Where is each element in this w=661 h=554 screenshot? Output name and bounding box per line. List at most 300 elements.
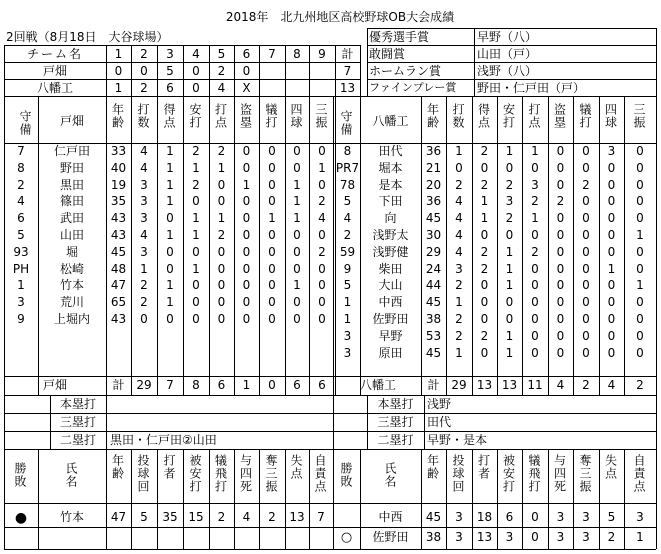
pitching-header: 打者 xyxy=(476,454,491,480)
hit-type-label: 三塁打 xyxy=(377,415,414,429)
inning-score: 2 xyxy=(217,64,226,78)
inning-score: 5 xyxy=(166,64,174,78)
player-stat: 0 xyxy=(582,160,590,175)
pitcher-result: ○ xyxy=(340,530,353,545)
player-stat: 30 xyxy=(425,228,442,242)
player-stat: 3 xyxy=(140,194,148,209)
grid-line xyxy=(4,413,656,414)
player-position: 7 xyxy=(17,144,25,158)
player-stat: 1 xyxy=(455,295,463,310)
player-name: 山田 xyxy=(59,228,84,242)
player-name: 是本 xyxy=(378,177,403,192)
player-stat: 45 xyxy=(425,295,442,310)
pitcher-stat: 13 xyxy=(289,510,305,524)
player-stat: 0 xyxy=(505,312,514,326)
player-stat: 0 xyxy=(636,244,644,259)
player-name: 堀 xyxy=(65,244,78,259)
player-stat: 0 xyxy=(582,295,590,310)
player-position: 6 xyxy=(17,211,25,226)
team-total: 29 xyxy=(136,378,152,392)
player-stat: 0 xyxy=(607,345,616,360)
player-stat: 2 xyxy=(217,144,226,158)
player-stat: 0 xyxy=(607,295,616,310)
player-stat: 0 xyxy=(531,345,539,360)
player-name: 早野 xyxy=(378,328,403,343)
inning-score: X xyxy=(242,81,251,95)
grid-line xyxy=(4,395,656,396)
batting-header: 打点 xyxy=(213,103,228,129)
batting-header: 盗塁 xyxy=(552,103,567,129)
player-position: 78 xyxy=(339,177,356,192)
player-stat: 0 xyxy=(242,244,251,259)
player-stat: 1 xyxy=(293,177,301,192)
player-stat: 0 xyxy=(480,345,489,360)
player-stat: 0 xyxy=(217,244,226,259)
pitching-header: 奪三振 xyxy=(264,454,278,493)
player-stat: 2 xyxy=(140,295,148,310)
player-stat: 2 xyxy=(480,244,489,259)
totals-team-name: 戸畑 xyxy=(42,378,67,392)
inning-score: 0 xyxy=(192,64,200,78)
grid-line xyxy=(183,449,184,549)
inning-score: 0 xyxy=(140,64,148,78)
player-stat: 40 xyxy=(110,160,127,175)
player-stat: 0 xyxy=(293,144,301,158)
player-stat: 1 xyxy=(480,211,489,226)
player-stat: 0 xyxy=(505,295,514,310)
player-name: 向 xyxy=(384,211,397,226)
grid-line xyxy=(360,45,361,96)
player-stat: 0 xyxy=(636,144,644,158)
team-total: 7 xyxy=(166,378,174,392)
player-stat: 0 xyxy=(268,177,276,192)
player-stat: 65 xyxy=(110,295,127,310)
pitcher-stat: 0 xyxy=(531,510,539,524)
pitching-header: 年齢 xyxy=(425,454,440,480)
player-stat: 0 xyxy=(242,160,251,175)
player-stat: 1 xyxy=(636,228,644,242)
player-stat: 1 xyxy=(192,261,200,276)
hit-players: 浅野 xyxy=(427,397,452,411)
player-stat: 0 xyxy=(636,328,644,343)
grid-line xyxy=(4,395,5,449)
inning-score: 0 xyxy=(192,81,200,95)
player-stat: 0 xyxy=(166,211,174,226)
batting-header: 盗塁 xyxy=(238,103,253,129)
player-position: 93 xyxy=(13,244,29,259)
pitching-header: 被安打 xyxy=(501,454,516,493)
player-name: 下田 xyxy=(378,194,403,209)
grid-line xyxy=(209,449,210,549)
pitching-header: 失点 xyxy=(289,454,303,480)
linescore-total-header: 計 xyxy=(341,47,354,61)
player-stat: 2 xyxy=(480,144,489,158)
player-stat: 0 xyxy=(480,295,489,310)
player-stat: 0 xyxy=(636,160,644,175)
player-stat: 0 xyxy=(318,228,326,242)
player-stat: 0 xyxy=(582,244,590,259)
hit-players: 早野・是本 xyxy=(427,433,488,447)
player-stat: 0 xyxy=(268,244,276,259)
hit-players xyxy=(110,398,330,411)
award-value: 野田・仁戸田（戸） xyxy=(477,81,586,95)
player-stat: 0 xyxy=(607,328,616,343)
pitcher-stat: 3 xyxy=(582,530,590,544)
team-total: 0 xyxy=(268,378,276,392)
hit-type-label: 二塁打 xyxy=(59,433,96,447)
player-position: 2 xyxy=(343,228,352,242)
grid-line xyxy=(234,449,235,549)
player-stat: 3 xyxy=(607,144,616,158)
player-position: 4 xyxy=(17,194,25,209)
pitcher-stat: 15 xyxy=(188,510,204,524)
player-name: 浅野太 xyxy=(372,228,409,242)
pitcher-stat: 3 xyxy=(455,530,463,544)
player-stat: 2 xyxy=(318,244,326,259)
player-stat: 36 xyxy=(425,144,442,158)
player-stat: 0 xyxy=(242,194,251,209)
player-stat: 0 xyxy=(217,278,226,293)
player-stat: 0 xyxy=(582,278,590,293)
player-stat: 0 xyxy=(582,312,590,326)
player-stat: 0 xyxy=(293,261,301,276)
grid-line xyxy=(106,449,107,549)
player-stat: 2 xyxy=(531,194,539,209)
player-stat: 0 xyxy=(556,261,565,276)
player-stat: 0 xyxy=(242,261,251,276)
player-stat: 48 xyxy=(110,261,127,276)
player-name: 上堀内 xyxy=(53,312,90,326)
player-position: PH xyxy=(12,261,30,276)
pitcher-name: 竹本 xyxy=(59,510,84,524)
player-stat: 1 xyxy=(607,261,616,276)
pitcher-stat: 5 xyxy=(140,510,148,524)
player-position: 5 xyxy=(343,194,352,209)
player-stat: 0 xyxy=(531,228,539,242)
player-stat: 1 xyxy=(455,144,463,158)
player-name: 大山 xyxy=(378,278,403,293)
player-stat: 0 xyxy=(192,295,200,310)
pitching-header: 年齢 xyxy=(110,454,125,480)
player-stat: 0 xyxy=(293,160,301,175)
player-stat: 0 xyxy=(636,345,644,360)
hit-type-label: 三塁打 xyxy=(59,415,96,429)
pitcher-stat: 3 xyxy=(582,510,590,524)
player-position: 4 xyxy=(343,211,352,226)
player-stat: 0 xyxy=(480,278,489,293)
player-stat: 0 xyxy=(242,228,251,242)
player-position: 3 xyxy=(343,328,352,343)
player-name: 野田 xyxy=(59,160,84,175)
player-stat: 1 xyxy=(166,278,174,293)
inning-score xyxy=(309,82,335,95)
player-stat: 2 xyxy=(505,177,514,192)
player-name: 松崎 xyxy=(59,261,84,276)
pitcher-stat: 2 xyxy=(268,510,276,524)
player-position: 3 xyxy=(343,345,352,360)
player-stat: 1 xyxy=(531,211,539,226)
player-stat: 0 xyxy=(192,194,200,209)
player-stat: 2 xyxy=(140,278,148,293)
player-stat: 0 xyxy=(318,144,326,158)
player-position: 3 xyxy=(17,295,25,310)
player-position: 2 xyxy=(17,177,25,192)
player-position: PR7 xyxy=(335,160,360,175)
team-total: 8 xyxy=(192,378,200,392)
inning-score xyxy=(259,65,285,78)
linescore-team-name: 八幡工 xyxy=(36,81,73,95)
batting-header: 打数 xyxy=(451,103,465,129)
pitcher-name: 佐野田 xyxy=(372,530,409,544)
player-name: 原田 xyxy=(378,345,403,360)
player-stat: 0 xyxy=(217,194,226,209)
player-stat: 43 xyxy=(110,312,127,326)
grid-line xyxy=(309,449,310,549)
player-stat: 0 xyxy=(268,144,276,158)
player-stat: 1 xyxy=(480,194,489,209)
player-stat: 2 xyxy=(455,328,463,343)
batting-header: 打数 xyxy=(136,103,150,129)
grid-line xyxy=(367,45,656,46)
batting-header: 犠打 xyxy=(578,103,592,129)
batting-header: 三振 xyxy=(632,103,646,129)
player-stat: 0 xyxy=(607,194,616,209)
player-stat: 0 xyxy=(480,228,489,242)
pitcher-stat: 18 xyxy=(476,510,493,524)
team-header: 八幡工 xyxy=(372,114,409,128)
pitching-header: 被安打 xyxy=(188,454,202,493)
batting-header: 年齢 xyxy=(425,103,440,129)
player-stat: 0 xyxy=(293,295,301,310)
linescore-team-name: 戸畑 xyxy=(42,64,67,78)
inning-header: 8 xyxy=(293,47,301,61)
award-value: 浅野（八） xyxy=(477,64,538,78)
player-stat: 0 xyxy=(318,295,326,310)
totals-label: 計 xyxy=(112,378,125,392)
player-stat: 0 xyxy=(582,194,590,209)
grid-line xyxy=(4,549,656,550)
player-stat: 1 xyxy=(505,244,514,259)
player-position: 8 xyxy=(17,160,25,175)
pitcher-stat: 3 xyxy=(556,530,565,544)
player-stat: 0 xyxy=(582,261,590,276)
player-stat: 2 xyxy=(192,144,200,158)
player-stat: 33 xyxy=(110,144,127,158)
pitching-header: 自責点 xyxy=(632,454,646,493)
player-stat: 0 xyxy=(268,160,276,175)
player-stat: 0 xyxy=(556,177,565,192)
grid-line xyxy=(4,527,656,528)
player-stat: 0 xyxy=(556,160,565,175)
player-stat: 0 xyxy=(455,160,463,175)
player-name: 竹本 xyxy=(59,278,84,293)
inning-score xyxy=(309,65,335,78)
batting-header: 安打 xyxy=(188,103,202,129)
player-stat: 0 xyxy=(531,160,539,175)
player-stat: 0 xyxy=(607,278,616,293)
grid-line xyxy=(4,62,360,63)
position-header: 守備 xyxy=(339,110,353,136)
player-stat: 3 xyxy=(531,177,539,192)
player-stat: 1 xyxy=(505,345,514,360)
player-stat: 1 xyxy=(166,160,174,175)
pitcher-stat: 2 xyxy=(607,530,616,544)
player-stat: 0 xyxy=(582,345,590,360)
player-stat: 4 xyxy=(455,211,463,226)
award-label: 敢闘賞 xyxy=(369,47,406,61)
player-position: 1 xyxy=(343,312,352,326)
player-position: 59 xyxy=(339,244,356,259)
team-total: 2 xyxy=(582,378,590,392)
player-stat: 2 xyxy=(582,177,590,192)
player-stat: 0 xyxy=(505,160,514,175)
grid-line xyxy=(38,449,39,549)
grid-line xyxy=(367,79,656,80)
player-stat: 3 xyxy=(140,244,148,259)
player-stat: 0 xyxy=(531,261,539,276)
player-stat: 4 xyxy=(455,228,463,242)
player-stat: 1 xyxy=(531,144,539,158)
player-stat: 0 xyxy=(242,144,251,158)
player-stat: 0 xyxy=(318,177,326,192)
player-stat: 45 xyxy=(425,345,442,360)
player-stat: 24 xyxy=(425,261,442,276)
player-stat: 0 xyxy=(217,312,226,326)
player-stat: 20 xyxy=(425,177,442,192)
grid-line xyxy=(4,503,656,504)
player-stat: 0 xyxy=(192,312,200,326)
grid-line xyxy=(157,449,158,549)
player-stat: 2 xyxy=(455,177,463,192)
player-stat: 47 xyxy=(110,278,127,293)
player-stat: 3 xyxy=(140,211,148,226)
player-stat: 3 xyxy=(455,261,463,276)
team-total: 4 xyxy=(556,378,565,392)
linescore-total: 7 xyxy=(343,64,352,78)
batting-header: 犠打 xyxy=(264,103,278,129)
player-stat: 4 xyxy=(140,144,148,158)
player-stat: 0 xyxy=(636,211,644,226)
player-stat: 1 xyxy=(192,228,200,242)
player-name: 堀本 xyxy=(378,160,403,175)
player-stat: 0 xyxy=(607,244,616,259)
player-stat: 0 xyxy=(636,177,644,192)
player-stat: 2 xyxy=(505,211,514,226)
pitcher-result: ● xyxy=(14,510,28,526)
player-stat: 1 xyxy=(166,144,174,158)
player-stat: 0 xyxy=(268,278,276,293)
player-stat: 0 xyxy=(607,211,616,226)
position-header: 守備 xyxy=(18,110,32,136)
player-name: 黒田 xyxy=(59,177,84,192)
inning-score: 0 xyxy=(114,64,123,78)
player-stat: 1 xyxy=(318,160,326,175)
player-position: 8 xyxy=(343,144,352,158)
player-stat: 0 xyxy=(607,312,616,326)
inning-header: 6 xyxy=(242,47,251,61)
player-stat: 0 xyxy=(318,261,326,276)
inning-score: 0 xyxy=(242,64,251,78)
player-stat: 1 xyxy=(293,211,301,226)
team-total: 29 xyxy=(451,378,467,392)
pitcher-stat: 2 xyxy=(217,510,226,524)
grid-line xyxy=(4,449,656,450)
hit-type-label: 本塁打 xyxy=(377,397,414,411)
player-stat: 35 xyxy=(110,194,127,209)
player-stat: 0 xyxy=(242,278,251,293)
inning-score: 4 xyxy=(217,81,226,95)
player-stat: 0 xyxy=(556,328,565,343)
player-stat: 0 xyxy=(531,295,539,310)
player-position: 5 xyxy=(343,278,352,293)
grid-line xyxy=(4,376,656,377)
player-stat: 0 xyxy=(293,228,301,242)
grid-line xyxy=(285,449,286,549)
player-stat: 3 xyxy=(505,194,514,209)
player-stat: 2 xyxy=(480,261,489,276)
pitching-header: 勝敗 xyxy=(13,462,27,488)
player-stat: 2 xyxy=(480,177,489,192)
team-total: 1 xyxy=(242,378,251,392)
player-stat: 1 xyxy=(505,278,514,293)
player-stat: 2 xyxy=(217,228,226,242)
player-stat: 0 xyxy=(556,144,565,158)
player-stat: 1 xyxy=(166,295,174,310)
pitcher-stat: 3 xyxy=(455,510,463,524)
page-title: 2018年 北九州地区高校野球OB大会成績 xyxy=(225,10,455,24)
player-stat: 43 xyxy=(110,211,127,226)
pitcher-stat: 35 xyxy=(162,510,178,524)
grid-line xyxy=(656,96,657,395)
player-stat: 4 xyxy=(455,194,463,209)
inning-score xyxy=(285,82,309,95)
player-stat: 0 xyxy=(268,194,276,209)
player-stat: 1 xyxy=(166,194,174,209)
pitching-header: 与四死 xyxy=(552,454,567,493)
player-stat: 1 xyxy=(505,261,514,276)
player-stat: 0 xyxy=(556,228,565,242)
batting-header: 三振 xyxy=(314,103,328,129)
player-stat: 44 xyxy=(425,278,442,293)
grid-line xyxy=(106,395,107,449)
player-name: 仁戸田 xyxy=(53,144,90,158)
player-stat: 1 xyxy=(166,228,174,242)
award-label: ファインプレー賞 xyxy=(369,81,457,94)
grid-line xyxy=(4,431,656,432)
team-total: 2 xyxy=(636,378,644,392)
pitching-header: 犠飛打 xyxy=(213,454,228,493)
player-position: 5 xyxy=(17,228,25,242)
grid-line xyxy=(4,45,360,46)
player-stat: 0 xyxy=(636,295,644,310)
player-stat: 21 xyxy=(425,160,442,175)
grid-line xyxy=(367,62,656,63)
batting-header: 得点 xyxy=(476,103,491,129)
player-stat: 1 xyxy=(268,211,276,226)
player-stat: 0 xyxy=(636,261,644,276)
player-stat: 0 xyxy=(636,312,644,326)
pitcher-stat: 3 xyxy=(636,510,644,524)
player-position: 9 xyxy=(17,312,25,326)
player-stat: 0 xyxy=(242,312,251,326)
pitching-header: 自責点 xyxy=(313,454,327,493)
inning-header: 1 xyxy=(114,47,123,61)
grid-line xyxy=(474,28,475,96)
grid-line xyxy=(656,395,657,449)
inning-header: 7 xyxy=(268,47,276,61)
totals-team-name: 八幡工 xyxy=(359,378,396,392)
linescore-team-header: チーム名 xyxy=(26,47,83,61)
